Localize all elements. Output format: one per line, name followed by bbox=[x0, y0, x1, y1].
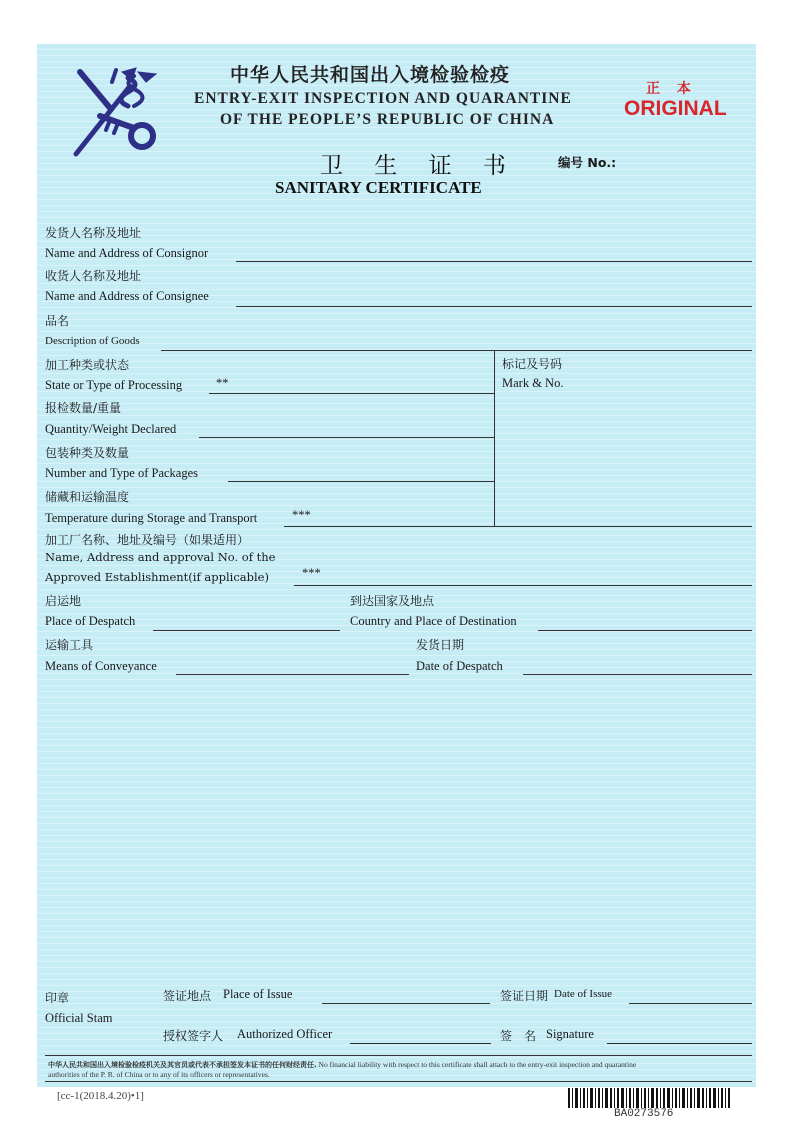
barcode-icon bbox=[568, 1088, 730, 1108]
org-name-en-line2: OF THE PEOPLE’S REPUBLIC OF CHINA bbox=[220, 111, 555, 128]
consignee-field[interactable] bbox=[236, 306, 752, 307]
officer-label-en: Authorized Officer bbox=[237, 1027, 333, 1041]
mark-box-divider bbox=[494, 350, 495, 527]
consignee-label-cn: 收货人名称及地址 bbox=[45, 269, 142, 283]
original-label-en: ORIGINAL bbox=[624, 97, 727, 120]
consignee-label-en: Name and Address of Consignee bbox=[45, 289, 209, 303]
officer-label-cn: 授权签字人 bbox=[163, 1029, 224, 1043]
certificate-number-label: 编号 No.: bbox=[558, 155, 617, 170]
despatch-place-label-en: Place of Despatch bbox=[45, 614, 136, 628]
quantity-label-en: Quantity/Weight Declared bbox=[45, 422, 177, 436]
despatch-place-label-cn: 启运地 bbox=[45, 594, 82, 608]
original-label-cn: 正 本 bbox=[646, 81, 697, 97]
packages-field[interactable] bbox=[228, 481, 494, 482]
establishment-label-en-1: Name, Address and approval No. of the bbox=[45, 550, 276, 564]
despatch-date-label-en: Date of Despatch bbox=[416, 659, 503, 673]
org-name-cn: 中华人民共和国出入境检验检疫 bbox=[230, 64, 511, 86]
title-en: SANITARY CERTIFICATE bbox=[275, 178, 482, 197]
goods-label-en: Description of Goods bbox=[45, 335, 140, 347]
temperature-label-cn: 储藏和运输温度 bbox=[45, 490, 130, 504]
despatch-date-field[interactable] bbox=[523, 674, 752, 675]
disclaimer-en-1: No financial liability with respect to this certificate shall attach to the entry-exit inspection and quarantine bbox=[318, 1060, 637, 1069]
officer-field[interactable] bbox=[350, 1043, 491, 1044]
destination-label-en: Country and Place of Destination bbox=[350, 614, 517, 628]
conveyance-label-en: Means of Conveyance bbox=[45, 659, 157, 673]
despatch-place-field[interactable] bbox=[153, 630, 340, 631]
quantity-label-cn: 报检数量/重量 bbox=[45, 401, 122, 415]
disclaimer-line-1 bbox=[48, 1060, 636, 1070]
signature-label-en: Signature bbox=[546, 1027, 594, 1041]
consignor-field[interactable] bbox=[236, 261, 752, 262]
signature-label-cn: 签 名 bbox=[500, 1029, 537, 1043]
mark-label-cn: 标记及号码 bbox=[502, 357, 563, 371]
date-issue-field[interactable] bbox=[629, 1003, 752, 1004]
disclaimer-en-2: authorities of the P. R. of China or to any of its officers or representatives. bbox=[48, 1070, 270, 1079]
consignor-label-cn: 发货人名称及地址 bbox=[45, 226, 142, 240]
establishment-label-en-2: Approved Establishment(if applicable) bbox=[45, 570, 269, 584]
conveyance-label-cn: 运输工具 bbox=[45, 638, 94, 652]
place-issue-label-cn: 签证地点 bbox=[163, 989, 212, 1003]
title-cn: 卫 生 证 书 bbox=[320, 153, 518, 179]
establishment-label-cn: 加工厂名称、地址及编号（如果适用） bbox=[45, 533, 250, 547]
goods-label-cn: 品名 bbox=[45, 314, 70, 328]
footer-divider-top bbox=[45, 1055, 752, 1056]
packages-label-cn: 包装种类及数量 bbox=[45, 446, 130, 460]
destination-field[interactable] bbox=[538, 630, 752, 631]
processing-value: ** bbox=[216, 376, 229, 390]
temperature-field[interactable] bbox=[284, 526, 752, 527]
destination-label-cn: 到达国家及地点 bbox=[350, 594, 435, 608]
disclaimer-cn: 中华人民共和国出入境检验检疫机关及其官员或代表不承担签发本证书的任何财经责任. bbox=[48, 1061, 317, 1069]
temperature-label-en: Temperature during Storage and Transport bbox=[45, 511, 258, 525]
date-issue-label-en: Date of Issue bbox=[554, 988, 613, 1000]
packages-label-en: Number and Type of Packages bbox=[45, 466, 199, 480]
mark-label-en: Mark & No. bbox=[502, 376, 564, 390]
serial-number: BA0273576 bbox=[614, 1108, 674, 1120]
place-issue-field[interactable] bbox=[322, 1003, 490, 1004]
org-name-en-line1: ENTRY-EXIT INSPECTION AND QUARANTINE bbox=[194, 90, 572, 107]
establishment-value: *** bbox=[302, 566, 321, 580]
stamp-label-en: Official Stam bbox=[45, 1011, 113, 1025]
stamp-label-cn: 印章 bbox=[45, 991, 70, 1005]
quantity-field[interactable] bbox=[199, 437, 494, 438]
processing-label-en: State or Type of Processing bbox=[45, 378, 183, 392]
conveyance-field[interactable] bbox=[176, 674, 409, 675]
temperature-value: *** bbox=[292, 508, 311, 522]
despatch-date-label-cn: 发货日期 bbox=[416, 638, 465, 652]
place-issue-label-en: Place of Issue bbox=[223, 987, 293, 1001]
date-issue-label-cn: 签证日期 bbox=[500, 989, 549, 1003]
quarantine-emblem-icon bbox=[70, 66, 166, 158]
goods-field[interactable] bbox=[161, 350, 752, 351]
establishment-field[interactable] bbox=[294, 585, 752, 586]
signature-field[interactable] bbox=[607, 1043, 752, 1044]
processing-label-cn: 加工种类或状态 bbox=[45, 358, 130, 372]
form-code: [cc-1(2018.4.20)•1] bbox=[57, 1090, 144, 1102]
processing-field[interactable] bbox=[209, 393, 494, 394]
consignor-label-en: Name and Address of Consignor bbox=[45, 246, 209, 260]
footer-divider-bottom bbox=[45, 1081, 752, 1082]
certificate-sheet bbox=[37, 44, 756, 1087]
